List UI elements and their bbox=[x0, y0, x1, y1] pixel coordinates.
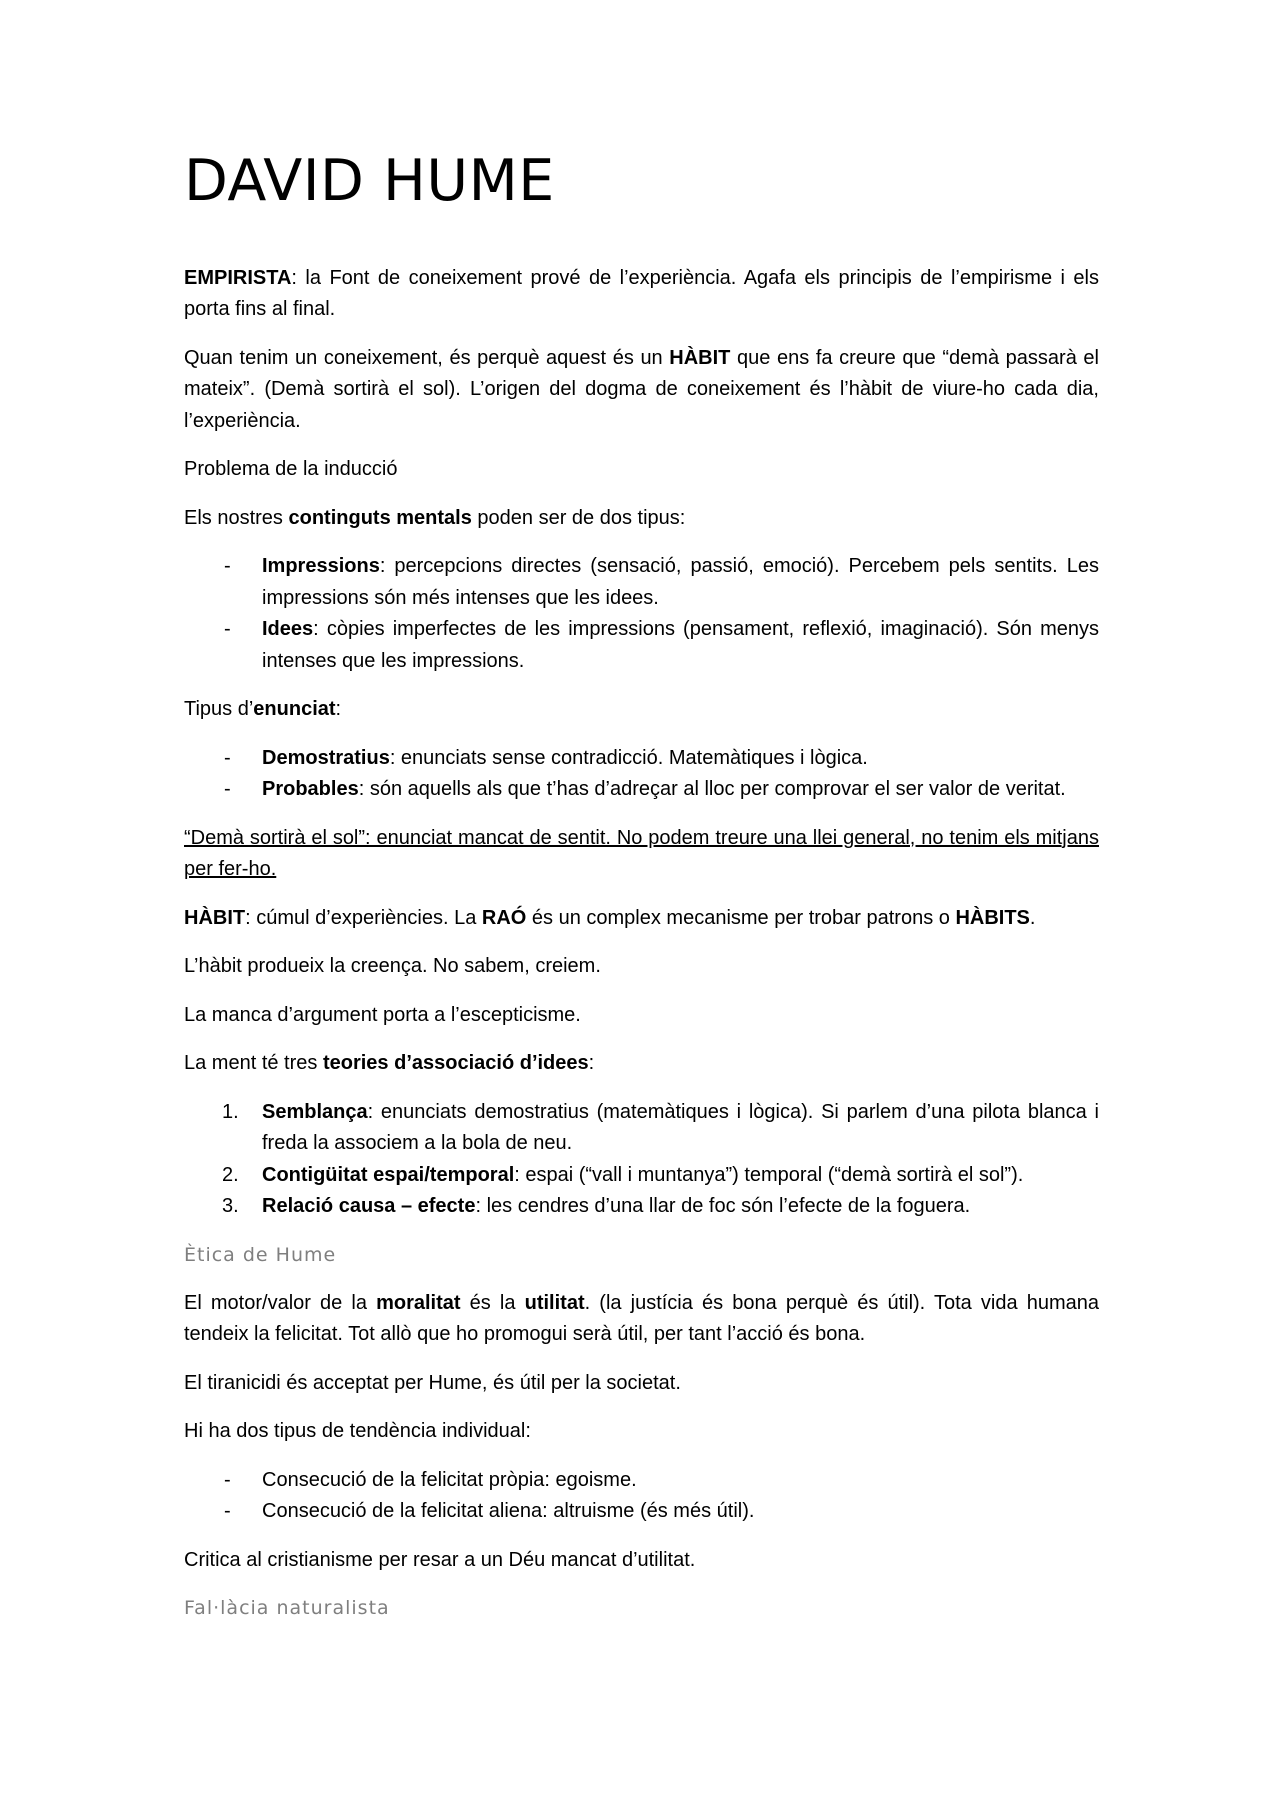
paragraph-problema-induccio: Problema de la inducció bbox=[184, 458, 398, 481]
list-item: 1. Semblança: enunciats demostratius (matemàtiques i lògica). Si parlem d’una pilota blanca i freda la associem a la bola de neu. bbox=[222, 1100, 1099, 1155]
section-heading-etica: Ètica de Hume bbox=[184, 1243, 337, 1266]
list-item: - Idees: còpies imperfectes de les impressions (pensament, reflexió, imaginació). Són menys intenses que les impressions. bbox=[224, 618, 1099, 672]
paragraph-creenca: L’hàbit produeix la creença. No sabem, creiem. bbox=[184, 955, 601, 978]
list-item: - Consecució de la felicitat pròpia: egoisme. bbox=[224, 1468, 637, 1491]
paragraph-escepticisme: La manca d’argument porta a l’escepticisme. bbox=[184, 1003, 581, 1026]
paragraph-critica: Critica al cristianisme per resar a un Déu mancat d’utilitat. bbox=[184, 1548, 696, 1571]
document-body bbox=[184, 150, 1099, 1641]
list-item: - Impressions: percepcions directes (sensació, passió, emoció). Percebem pels sentits. Les impressions són més intenses que les idees. bbox=[224, 555, 1099, 609]
list-tendencia bbox=[184, 1465, 1099, 1528]
paragraph-continguts-mentals: Els nostres continguts mentals poden ser de dos tipus: bbox=[184, 506, 686, 529]
paragraph-dema-sortira: “Demà sortirà el sol”: enunciat mancat de sentit. No podem treure una llei general, no tenim els mitjans per fer-ho. bbox=[184, 826, 1099, 881]
list-item: 2. Contigüitat espai/temporal: espai (“vall i muntanya”) temporal (“demà sortirà el sol”). bbox=[222, 1163, 1024, 1186]
page-title: DAVID HUME bbox=[184, 148, 555, 214]
list-item: - Consecució de la felicitat aliena: altruisme (és més útil). bbox=[224, 1500, 755, 1523]
list-enunciats bbox=[184, 743, 1099, 806]
paragraph-tiranicidi: El tiranicidi és acceptat per Hume, és útil per la societat. bbox=[184, 1371, 681, 1394]
paragraph-habit-intro: Quan tenim un coneixement, és perquè aquest és un HÀBIT que ens fa creure que “demà passarà el mateix”. (Demà sortirà el sol). L’origen del dogma de coneixement és l’hàbit de viure-ho cada dia, l’experiència. bbox=[184, 346, 1100, 432]
paragraph-tipus-enunciat: Tipus d’enunciat: bbox=[184, 698, 342, 721]
list-continguts-mentals bbox=[184, 551, 1099, 677]
list-item: - Probables: són aquells als que t’has d’adreçar al lloc per comprovar el ser valor de veritat. bbox=[224, 778, 1066, 801]
list-associacio-idees bbox=[184, 1097, 1099, 1223]
section-heading-falacia: Fal·làcia naturalista bbox=[184, 1597, 390, 1620]
paragraph-empirista: EMPIRISTA: la Font de coneixement prové de l’experiència. Agafa els principis de l’empirisme i els porta fins al final. bbox=[184, 266, 1099, 321]
list-item: - Demostratius: enunciats sense contradicció. Matemàtiques i lògica. bbox=[224, 746, 868, 769]
paragraph-moralitat: El motor/valor de la moralitat és la utilitat. (la justícia és bona perquè és útil). Tota vida humana tendeix la felicitat. Tot allò que ho promogui serà útil, per tant l’acció és bona. bbox=[184, 1291, 1099, 1346]
paragraph-habit-definicio: HÀBIT: cúmul d’experiències. La RAÓ és un complex mecanisme per trobar patrons o HÀBITS. bbox=[184, 906, 1036, 929]
list-item: 3. Relació causa – efecte: les cendres d’una llar de foc són l’efecte de la foguera. bbox=[222, 1195, 971, 1218]
paragraph-associacio-idees: La ment té tres teories d’associació d’idees: bbox=[184, 1052, 595, 1075]
paragraph-tendencia: Hi ha dos tipus de tendència individual: bbox=[184, 1420, 531, 1443]
